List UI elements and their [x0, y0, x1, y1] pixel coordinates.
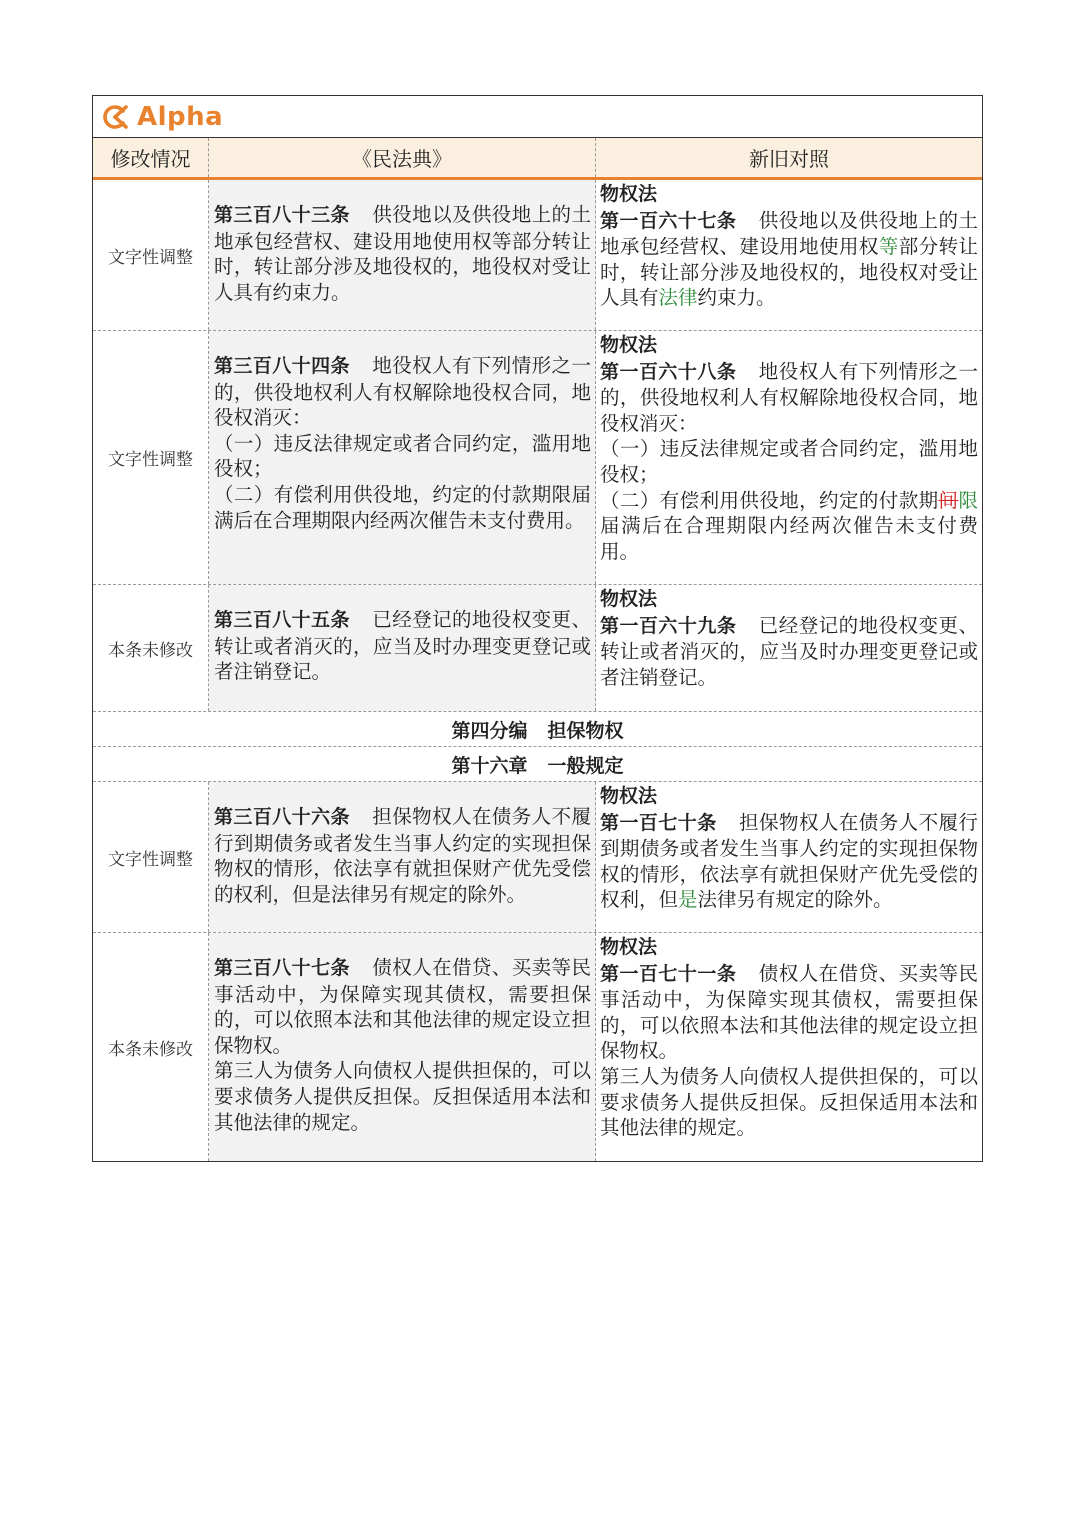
old-text: 部分转让时，转让部分涉及地役权的，地役权对受让人具有: [600, 235, 978, 310]
old-law-cell: [596, 180, 982, 330]
logo-text: Alpha: [137, 101, 224, 132]
chapter-title: 一般规定: [547, 754, 624, 777]
article-item: （二）有偿利用供役地，约定的付款期限届满后在合理期限内经两次催告未支付费用。: [214, 482, 591, 532]
old-law-cell: [596, 782, 982, 932]
old-law-name: 物权法: [600, 936, 658, 958]
old-article-number: 第一百七十条: [600, 811, 717, 834]
article-number: 第三百八十七条: [214, 957, 350, 979]
old-article-number: 第一百七十一条: [600, 962, 737, 985]
part-heading: [93, 712, 982, 747]
old-text: 债权人在借贷、买卖等民事活动中，为保障实现其债权，需要担保的，可以依照本法和其他法律的规定设立担保物权。: [600, 961, 978, 1063]
table-row: [93, 933, 982, 1161]
old-text: （二）有偿利用供役地，约定的付款期: [600, 488, 939, 512]
article-text: 地役权人有下列情形之一的，供役地权利人有权解除地役权合同，地役权消灭：: [214, 354, 591, 430]
old-text: 已经登记的地役权变更、转让或者消灭的，应当及时办理变更登记或者注销登记。: [600, 613, 978, 689]
old-article-number: 第一百六十八条: [600, 360, 737, 383]
old-paragraph: 第三人为债务人向债权人提供担保的，可以要求债务人提供反担保。反担保适用本法和其他法律的规定。: [600, 1064, 978, 1140]
header-civil-code: 《民法典》: [209, 138, 596, 177]
civil-code-cell: [209, 782, 596, 932]
article-number: 第三百八十六条: [214, 806, 350, 828]
part-title: 担保物权: [547, 719, 624, 742]
old-law-name: 物权法: [600, 183, 658, 205]
article-text: 担保物权人在债务人不履行到期债务或者发生当事人约定的实现担保物权的情形，依法享有就担保财产优先受偿的权利，但是法律另有规定的除外。: [214, 805, 591, 906]
status-label: 本条未修改: [93, 585, 209, 711]
table-header: [93, 138, 982, 180]
old-article-number: 第一百六十七条: [600, 209, 737, 232]
table-row: [93, 180, 982, 331]
old-text: 约束力。: [697, 286, 776, 310]
table-row: [93, 585, 982, 712]
old-text: 地役权人有下列情形之一的，供役地权利人有权解除地役权合同，地役权消灭：: [600, 359, 978, 435]
old-law-name: 物权法: [600, 334, 658, 356]
old-law-name: 物权法: [600, 785, 658, 807]
old-item: （一）违反法律规定或者合同约定，滥用地役权；: [600, 437, 978, 486]
old-article-number: 第一百六十九条: [600, 614, 737, 637]
status-label: 文字性调整: [93, 782, 209, 932]
header-comparison: 新旧对照: [749, 147, 829, 171]
status-label: 文字性调整: [93, 331, 209, 584]
part-number: 第四分编: [451, 719, 528, 742]
deleted-text: 间: [938, 488, 959, 512]
article-text: 已经登记的地役权变更、转让或者消灭的，应当及时办理变更登记或者注销登记。: [214, 608, 591, 684]
chapter-number: 第十六章: [451, 754, 528, 777]
civil-code-cell: [209, 180, 596, 330]
table-row: [93, 331, 982, 585]
article-text: 债权人在借贷、买卖等民事活动中，为保障实现其债权，需要担保的，可以依照本法和其他法律的规定设立担保物权。: [214, 956, 591, 1057]
old-text: 法律另有规定的除外。: [697, 888, 893, 912]
old-text: 担保物权人在债务人不履行到期债务或者发生当事人约定的实现担保物权的情形，依法享有就担保财产优先受偿的权利，但: [600, 810, 978, 912]
civil-code-cell: [209, 585, 596, 711]
status-label: 文字性调整: [93, 180, 209, 330]
added-text: 是: [678, 888, 698, 912]
chapter-heading: [93, 747, 982, 782]
article-number: 第三百八十四条: [214, 355, 350, 377]
comparison-table: [92, 95, 983, 1162]
added-text: 法律: [658, 286, 698, 310]
article-paragraph: 第三人为债务人向债权人提供担保的，可以要求债务人提供反担保。反担保适用本法和其他法律的规定。: [214, 1059, 591, 1134]
article-item: （一）违反法律规定或者合同约定，滥用地役权；: [214, 431, 591, 481]
old-law-cell: [596, 331, 982, 584]
old-text: 供役地以及供役地上的土地承包经营权、建设用地使用权: [600, 208, 978, 259]
old-law-cell: [596, 585, 982, 711]
old-law-cell: [596, 933, 982, 1161]
alpha-logo-icon: [101, 103, 129, 131]
article-number: 第三百八十三条: [214, 204, 350, 226]
old-text: 届满后在合理期限内经两次催告未支付费用。: [600, 514, 978, 563]
added-text: 等: [878, 235, 899, 259]
table-row: [93, 782, 982, 933]
civil-code-cell: [209, 933, 596, 1161]
old-law-name: 物权法: [600, 588, 658, 610]
added-text: 限: [958, 488, 978, 512]
article-number: 第三百八十五条: [214, 609, 350, 631]
logo-bar: [93, 96, 982, 138]
civil-code-cell: [209, 331, 596, 584]
status-label: 本条未修改: [93, 933, 209, 1161]
header-status: 修改情况: [93, 138, 209, 177]
article-text: 供役地以及供役地上的土地承包经营权、建设用地使用权等部分转让时，转让部分涉及地役权的，地役权对受让人具有约束力。: [214, 203, 591, 304]
